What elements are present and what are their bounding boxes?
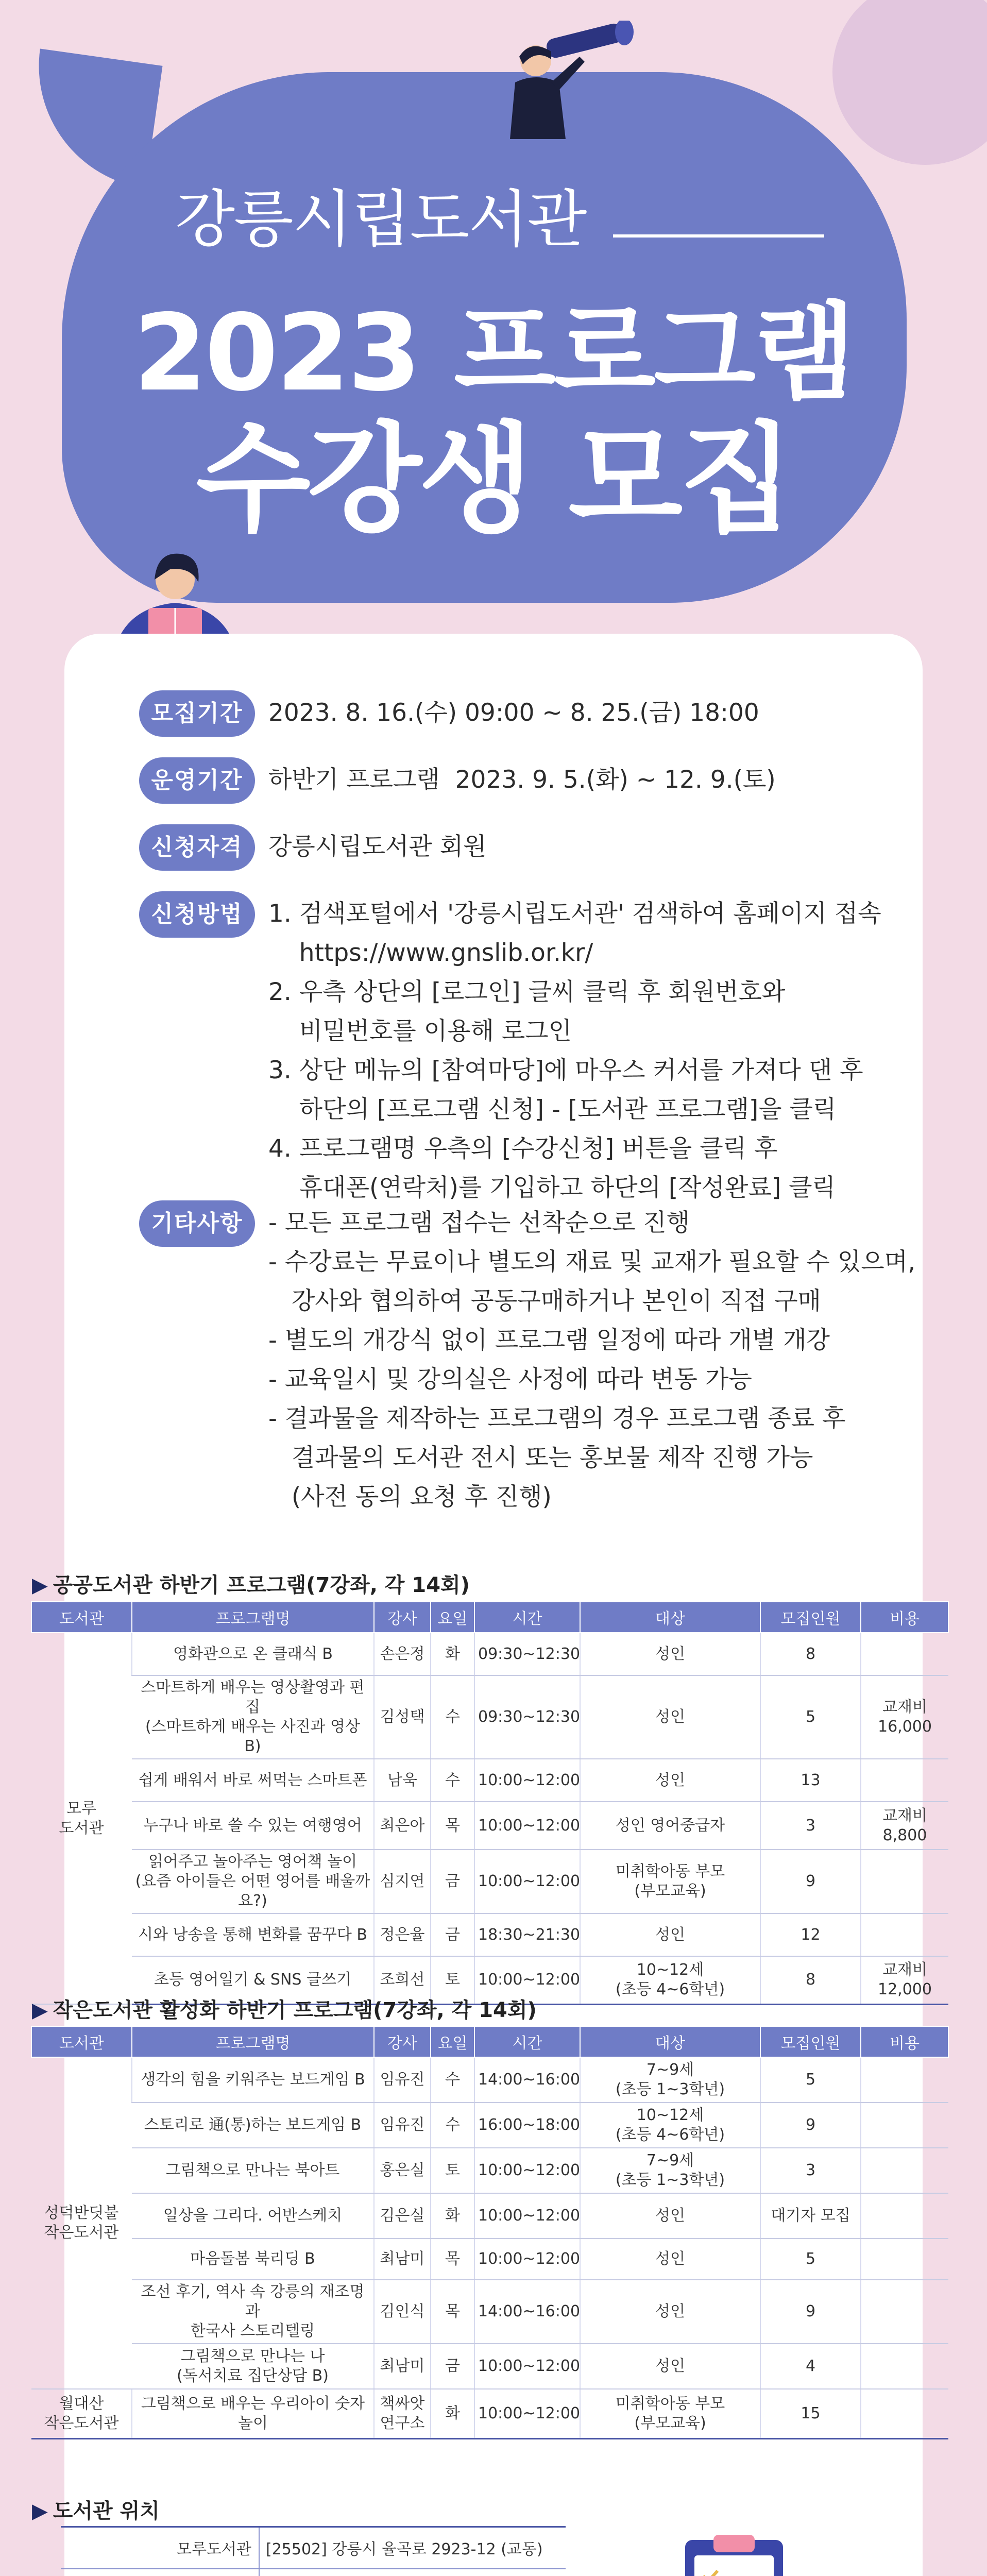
triangle-bullet-icon: ▶ (32, 1998, 48, 2022)
hero-title-main: 수강생 모집 (196, 411, 791, 549)
clipboard-checklist-illustration (654, 2530, 871, 2576)
public-program-table (31, 1601, 949, 2005)
cost (861, 2057, 948, 2103)
col-header: 시간 (474, 2026, 580, 2057)
program-name: 스마트하게 배우는 영상촬영과 편집 (스마트하게 배우는 사진과 영상 B) (132, 1675, 374, 1759)
capacity: 15 (760, 2389, 861, 2438)
target: 성인 (580, 2344, 760, 2389)
info-text: - 교육일시 및 강의실은 사정에 따라 변동 가능 (268, 1365, 752, 1394)
target: 7~9세 (초등 1~3학년) (580, 2057, 760, 2103)
weekday: 화 (431, 1633, 474, 1675)
info-text: - 별도의 개강식 없이 프로그램 일정에 따라 개별 개강 (268, 1326, 830, 1354)
table-header-row (31, 2026, 948, 2057)
library-address: [25502] 강릉시 율곡로 2923-12 (교동) (259, 2527, 566, 2569)
cost (861, 2239, 948, 2280)
public-section-title: ▶ 공공도서관 하반기 프로그램(7강좌, 각 14회) (32, 1573, 470, 1597)
target: 성인 (580, 2193, 760, 2239)
col-header: 모집인원 (760, 1602, 861, 1633)
target: 성인 (580, 1675, 760, 1759)
info-text: - 결과물을 제작하는 프로그램의 경우 프로그램 종료 후 (268, 1404, 846, 1433)
col-header: 시간 (474, 1602, 580, 1633)
target: 성인 영어중급자 (580, 1802, 760, 1850)
capacity: 5 (760, 1675, 861, 1759)
library-name: 강릉시립도서관 (175, 184, 586, 256)
triangle-bullet-icon: ▶ (32, 1573, 48, 1597)
info-text: 강릉시립도서관 회원 (268, 833, 487, 861)
cost (861, 2280, 948, 2344)
triangle-bullet-icon: ▶ (32, 2499, 48, 2523)
weekday: 목 (431, 1802, 474, 1850)
teacher: 김성택 (374, 1675, 431, 1759)
target: 10~12세 (초등 4~6학년) (580, 1956, 760, 2004)
info-label: 신청방법 (139, 891, 255, 938)
capacity: 9 (760, 2280, 861, 2344)
capacity: 4 (760, 2344, 861, 2389)
capacity: 3 (760, 2148, 861, 2193)
table-row (31, 2239, 948, 2280)
program-name: 생각의 힘을 키워주는 보드게임 B (132, 2057, 374, 2103)
cost: 교재비 12,000 (861, 1956, 948, 2004)
teacher: 홍은실 (374, 2148, 431, 2193)
teacher: 정은율 (374, 1913, 431, 1956)
table-row (31, 1913, 948, 1956)
info-text: 하반기 프로그램 2023. 9. 5.(화) ~ 12. 9.(토) (268, 766, 776, 794)
weekday: 화 (431, 2193, 474, 2239)
info-label: 모집기간 (139, 690, 255, 737)
teacher: 손은정 (374, 1633, 431, 1675)
program-name: 그림책으로 만나는 나 (독서치료 집단상담 B) (132, 2344, 374, 2389)
table-row (31, 2389, 948, 2438)
col-header: 도서관 (31, 2026, 132, 2057)
program-name: 그림책으로 만나는 북아트 (132, 2148, 374, 2193)
weekday: 토 (431, 2148, 474, 2193)
program-name: 읽어주고 놀아주는 영어책 놀이 (요즘 아이들은 어떤 영어를 배울까요?) (132, 1850, 374, 1913)
cost (861, 1759, 948, 1802)
teacher: 최남미 (374, 2239, 431, 2280)
time: 18:30~21:30 (474, 1913, 580, 1956)
info-text: (사전 동의 요청 후 진행) (268, 1483, 552, 1511)
info-row-notes (139, 1200, 915, 1517)
time: 10:00~12:00 (474, 1802, 580, 1850)
info-text: - 수강료는 무료이나 별도의 재료 및 교재가 필요할 수 있으며, (268, 1248, 916, 1276)
cost: 교재비 8,800 (861, 1802, 948, 1850)
time: 10:00~12:00 (474, 2148, 580, 2193)
time: 10:00~12:00 (474, 1759, 580, 1802)
table-row (31, 1633, 948, 1675)
cost (861, 1633, 948, 1675)
info-row-how-to-apply (139, 891, 881, 1208)
library-name: 모루도서관 (61, 2527, 259, 2569)
weekday: 화 (431, 2389, 474, 2438)
info-row-eligibility (139, 824, 487, 871)
capacity: 13 (760, 1759, 861, 1802)
teacher: 최은아 (374, 1802, 431, 1850)
cost (861, 1850, 948, 1913)
time: 10:00~12:00 (474, 1850, 580, 1913)
weekday: 토 (431, 1956, 474, 2004)
info-label: 운영기간 (139, 757, 255, 804)
weekday: 금 (431, 1913, 474, 1956)
program-name: 시와 낭송을 통해 변화를 꿈꾸다 B (132, 1913, 374, 1956)
teacher: 김인식 (374, 2280, 431, 2344)
capacity: 5 (760, 2239, 861, 2280)
target: 미취학아동 부모 (부모교육) (580, 2389, 760, 2438)
table-row (31, 2103, 948, 2148)
cost (861, 2344, 948, 2389)
capacity: 12 (760, 1913, 861, 1956)
col-header: 프로그램명 (132, 1602, 374, 1633)
location-row (61, 2527, 566, 2569)
teacher: 최남미 (374, 2344, 431, 2389)
info-row-operation-period (139, 757, 776, 804)
time: 16:00~18:00 (474, 2103, 580, 2148)
program-name: 조선 후기, 역사 속 강릉의 재조명과 한국사 스토리텔링 (132, 2280, 374, 2344)
table-row (31, 1759, 948, 1802)
program-name: 누구나 바로 쓸 수 있는 여행영어 (132, 1802, 374, 1850)
library-cell: 월대산 작은도서관 (31, 2389, 132, 2438)
capacity: 대기자 모집 (760, 2193, 861, 2239)
hero-banner (0, 0, 987, 644)
location-row (61, 2569, 566, 2576)
info-label: 신청자격 (139, 824, 255, 871)
col-header: 도서관 (31, 1602, 132, 1633)
weekday: 수 (431, 2057, 474, 2103)
target: 7~9세 (초등 1~3학년) (580, 2148, 760, 2193)
weekday: 금 (431, 2344, 474, 2389)
cost (861, 2389, 948, 2438)
table-row (31, 2193, 948, 2239)
info-text: 2023. 8. 16.(수) 09:00 ~ 8. 25.(금) 18:00 (268, 699, 759, 727)
weekday: 수 (431, 1759, 474, 1802)
program-name: 마음돌봄 북리딩 B (132, 2239, 374, 2280)
info-row-recruit-period (139, 690, 759, 737)
weekday: 수 (431, 2103, 474, 2148)
hero-title-year: 2023 프로그램 (133, 292, 854, 415)
col-header: 프로그램명 (132, 2026, 374, 2057)
small-section-title: ▶ 작은도서관 활성화 하반기 프로그램(7강좌, 각 14회) (32, 1998, 537, 2022)
col-header: 요일 (431, 1602, 474, 1633)
time: 14:00~16:00 (474, 2057, 580, 2103)
table-row (31, 1675, 948, 1759)
capacity: 3 (760, 1802, 861, 1850)
target: 10~12세 (초등 4~6학년) (580, 2103, 760, 2148)
capacity: 9 (760, 1850, 861, 1913)
cost (861, 1913, 948, 1956)
teacher: 책싸앗 연구소 (374, 2389, 431, 2438)
capacity: 8 (760, 1956, 861, 2004)
table-row (31, 2148, 948, 2193)
cost (861, 2193, 948, 2239)
program-name: 영화관으로 온 클래식 B (132, 1633, 374, 1675)
col-header: 요일 (431, 2026, 474, 2057)
info-text: 2. 우측 상단의 [로그인] 글씨 클릭 후 회원번호와 (268, 978, 786, 1006)
info-text: 강사와 협의하여 공동구매하거나 본인이 직접 구매 (268, 1287, 821, 1315)
target: 성인 (580, 1913, 760, 1956)
teacher: 임유진 (374, 2103, 431, 2148)
teacher: 심지연 (374, 1850, 431, 1913)
target: 성인 (580, 2280, 760, 2344)
location-section-title: ▶ 도서관 위치 (32, 2499, 160, 2523)
teacher: 임유진 (374, 2057, 431, 2103)
time: 10:00~12:00 (474, 2344, 580, 2389)
library-name (61, 2569, 259, 2576)
program-name: 스토리로 通(통)하는 보드게임 B (132, 2103, 374, 2148)
library-address (259, 2569, 566, 2576)
time: 10:00~12:00 (474, 1956, 580, 2004)
weekday: 목 (431, 2239, 474, 2280)
target: 성인 (580, 1759, 760, 1802)
col-header: 대상 (580, 1602, 760, 1633)
info-text: 비밀번호를 이용해 로그인 (268, 1017, 572, 1045)
target: 성인 (580, 1633, 760, 1675)
time: 09:30~12:30 (474, 1675, 580, 1759)
capacity: 8 (760, 1633, 861, 1675)
teacher: 김은실 (374, 2193, 431, 2239)
info-text: 4. 프로그램명 우측의 [수강신청] 버튼을 클릭 후 (268, 1134, 778, 1163)
time: 10:00~12:00 (474, 2193, 580, 2239)
col-header: 강사 (374, 1602, 431, 1633)
col-header: 비용 (861, 2026, 948, 2057)
table-row (31, 2344, 948, 2389)
col-header: 비용 (861, 1602, 948, 1633)
small-program-table (31, 2026, 949, 2439)
program-name: 일상을 그리다. 어반스케치 (132, 2193, 374, 2239)
info-text: 휴대폰(연락처)를 기입하고 하단의 [작성완료] 클릭 (268, 1174, 836, 1202)
target: 성인 (580, 2239, 760, 2280)
program-name: 그림책으로 배우는 우리아이 숫자놀이 (132, 2389, 374, 2438)
info-text: 3. 상단 메뉴의 [참여마당]에 마우스 커서를 가져다 댄 후 (268, 1056, 863, 1084)
cost (861, 2148, 948, 2193)
location-table (61, 2526, 566, 2576)
weekday: 금 (431, 1850, 474, 1913)
info-text: 하단의 [프로그램 신청] - [도서관 프로그램]을 클릭 (268, 1095, 837, 1124)
cost: 교재비 16,000 (861, 1675, 948, 1759)
col-header: 강사 (374, 2026, 431, 2057)
decorative-circle (832, 0, 987, 165)
program-name: 쉽게 배워서 바로 써먹는 스마트폰 (132, 1759, 374, 1802)
target: 미취학아동 부모 (부모교육) (580, 1850, 760, 1913)
teacher: 조희선 (374, 1956, 431, 2004)
library-cell: 모루 도서관 (31, 1633, 132, 2004)
weekday: 수 (431, 1675, 474, 1759)
info-label: 기타사항 (139, 1200, 255, 1247)
capacity: 5 (760, 2057, 861, 2103)
title-underline (613, 234, 824, 238)
col-header: 대상 (580, 2026, 760, 2057)
time: 14:00~16:00 (474, 2280, 580, 2344)
weekday: 목 (431, 2280, 474, 2344)
teacher: 남욱 (374, 1759, 431, 1802)
library-cell: 성덕반딧불 작은도서관 (31, 2057, 132, 2389)
time: 10:00~12:00 (474, 2389, 580, 2438)
info-text: https://www.gnslib.or.kr/ (268, 939, 593, 967)
program-name: 초등 영어일기 & SNS 글쓰기 (132, 1956, 374, 2004)
table-row (31, 2280, 948, 2344)
table-row (31, 1802, 948, 1850)
cost (861, 2103, 948, 2148)
info-text: 1. 검색포털에서 '강릉시립도서관' 검색하여 홈페이지 접속 (268, 900, 881, 928)
telescope-person-illustration (474, 21, 644, 139)
time: 10:00~12:00 (474, 2239, 580, 2280)
info-text: 결과물의 도서관 전시 또는 홍보물 제작 진행 가능 (268, 1444, 813, 1472)
time: 09:30~12:30 (474, 1633, 580, 1675)
info-text: - 모든 프로그램 접수는 선착순으로 진행 (268, 1209, 690, 1237)
table-header-row (31, 1602, 948, 1633)
table-row (31, 1850, 948, 1913)
col-header: 모집인원 (760, 2026, 861, 2057)
table-row (31, 2057, 948, 2103)
capacity: 9 (760, 2103, 861, 2148)
